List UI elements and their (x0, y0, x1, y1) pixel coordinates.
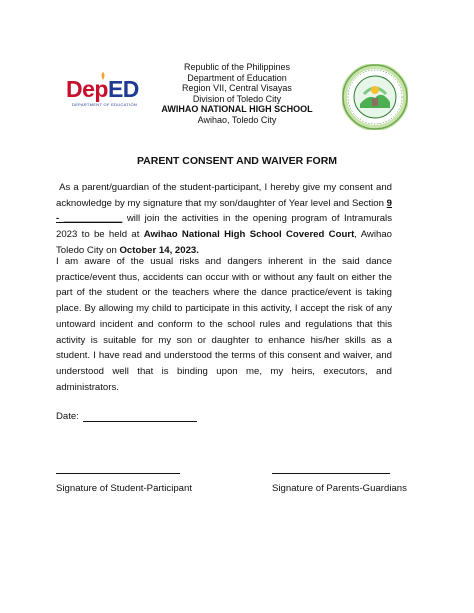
letterhead (0, 0, 474, 140)
agency-block (158, 62, 316, 125)
agency-line-republic: Republic of the Philippines (183, 62, 291, 72)
event-date: October 14, 2023. (119, 244, 199, 256)
school-seal-icon (342, 64, 408, 130)
date-field[interactable] (83, 412, 197, 422)
school-address: Awihao, Toledo City (197, 114, 277, 125)
logo-word-dep: Dep (66, 76, 108, 102)
agency-line-department: Department of Education (187, 72, 287, 83)
student-signature-label: Signature of Student-Participant (56, 483, 192, 494)
agency-line-region: Region VII, Central Visayas (182, 83, 292, 93)
consent-text-3: , Awihao Toledo City on (56, 229, 392, 256)
student-signature-line[interactable] (56, 473, 180, 474)
parent-signature-label: Signature of Parents-Guardians (272, 483, 407, 494)
logo-subtitle: DEPARTMENT OF EDUCATION (72, 102, 138, 107)
form-title: PARENT CONSENT AND WAIVER FORM (136, 155, 338, 167)
consent-text-2: will join the activities in the opening program of Intramurals 2023 to be held at (56, 213, 392, 241)
consent-text-1: As a parent/guardian of the student-participant, I hereby give my consent and acknowledge by my signature that my son/daughter of Year level and Section (56, 182, 392, 209)
logo-word-ed: ED (107, 76, 139, 102)
consent-paragraph (56, 180, 392, 259)
section-field[interactable]: 9 - ___________ (56, 197, 392, 225)
deped-logo (66, 78, 148, 108)
date-label: Date: (56, 411, 79, 422)
waiver-paragraph: I am aware of the usual risks and dangers inherent in the said dance practice/event thus, accidents can occur with or without any fault on either the part of the student or the teachers where the dance practice/event is taking place. By allowing my child to participate in this activity, I accept the risk of any untoward incident and conform to the school rules and regulations that this activity is suitable for my son or daughter to enhance his/her skills as a student. I have read and understood the terms of this consent and waiver, and understood well that is binding upon me, my heirs, executors, and administrators. (56, 256, 392, 393)
school-name: AWIHAO NATIONAL HIGH SCHOOL (161, 104, 313, 114)
date-row (56, 411, 197, 422)
venue-text: Awihao National High School Covered Court (143, 229, 355, 241)
parent-signature-line[interactable] (272, 473, 390, 474)
agency-line-division: Division of Toledo City (192, 93, 282, 104)
